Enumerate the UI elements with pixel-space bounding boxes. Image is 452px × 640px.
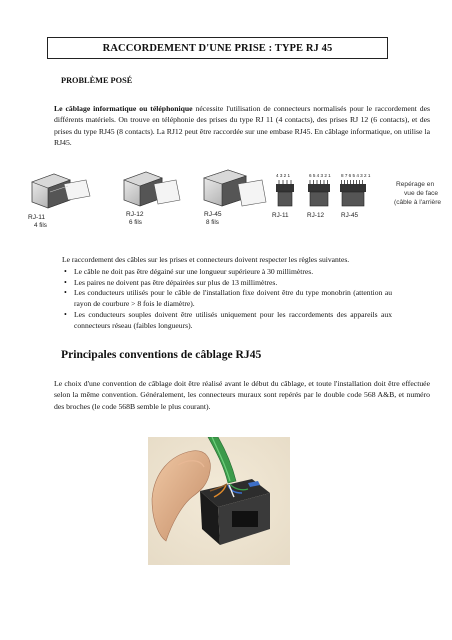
socket-rj12-face: [308, 180, 330, 206]
socket-rj11-name: RJ-11: [272, 212, 289, 219]
plug-rj45-wires: 8 fils: [206, 219, 219, 226]
rules-lead: Le raccordement des câbles sur les prises et connecteurs doivent respecter les règles suivantes.: [62, 255, 350, 264]
plug-rj11-illustration: [32, 174, 90, 208]
socket-rj12-numbers: 6 5 4 3 2 1: [309, 173, 331, 178]
socket-rj12-name: RJ-12: [307, 212, 325, 219]
rules-block: [62, 255, 392, 332]
rules-list: [62, 267, 392, 332]
plug-rj11-name: RJ-11: [28, 214, 46, 221]
connector-figure: [28, 166, 452, 236]
reperage-line-2: vue de face: [404, 190, 439, 197]
plug-rj11-wires: 4 fils: [34, 222, 47, 229]
rj45-wiring-photo: [148, 437, 290, 565]
conventions-paragraph: Le choix d'une convention de câblage doit être réalisé avant le début du câblage, et toute l'installation doit être effectuée selon la même convention. Généralement, les connecteurs muraux sont repérés par le double code 568 A&B, et numéro des broches (le code 568B semble le plus courant).: [54, 379, 430, 411]
intro-bold-text: Le câblage informatique ou téléphonique: [54, 104, 193, 113]
rule-item: • Le câble ne doit pas être dégainé sur une longueur supérieure à 30 millimètres.: [62, 267, 392, 278]
rule-item: • Les paires ne doivent pas être dépairées sur plus de 13 millimètres.: [62, 278, 392, 289]
intro-text: nécessite l'utilisation de connecteurs normalisés pour le raccordement des différents matériels. On trouve en téléphonie des prises du type RJ 11 (4 contacts), des prises RJ 12 (6 contacts), et des prises du type RJ45 (8 contacts). La RJ12 peut être raccordée sur une embase RJ45. En câblage informatique, on utilise la RJ45.: [54, 104, 430, 148]
plug-rj45-illustration: [204, 170, 266, 206]
socket-rj11-face: [276, 180, 294, 206]
socket-rj45-name: RJ-45: [341, 212, 359, 219]
socket-rj11-numbers: 4 3 2 1: [276, 173, 291, 178]
plug-rj12-illustration: [124, 172, 180, 206]
reperage-line-3: (câble à l'arrière: [394, 199, 442, 206]
section-label: PROBLÈME POSÉ: [61, 76, 133, 85]
section-heading: Principales conventions de câblage RJ45: [61, 348, 262, 361]
plug-rj12-name: RJ-12: [126, 211, 144, 218]
rule-item: • Les conducteurs souples doivent être utilisés uniquement pour les raccordements des appareils aux connecteurs réseau (faibles longueurs).: [62, 310, 392, 332]
document-title: [47, 37, 388, 59]
plug-rj45-name: RJ-45: [204, 211, 222, 218]
rule-item: • Les conducteurs utilisés pour le câble de l'installation fixe doivent être du type monobrin (attention au rayon de courbure > 8 fois le diamètre).: [62, 288, 392, 310]
socket-rj45-face: [340, 180, 366, 206]
plug-rj12-wires: 6 fils: [129, 219, 142, 226]
socket-rj45-numbers: 8 7 6 5 4 3 2 1: [341, 173, 371, 178]
document-title-text: RACCORDEMENT D'UNE PRISE : TYPE RJ 45: [102, 42, 333, 54]
reperage-line-1: Repérage en: [396, 181, 435, 188]
intro-paragraph: [54, 103, 430, 149]
